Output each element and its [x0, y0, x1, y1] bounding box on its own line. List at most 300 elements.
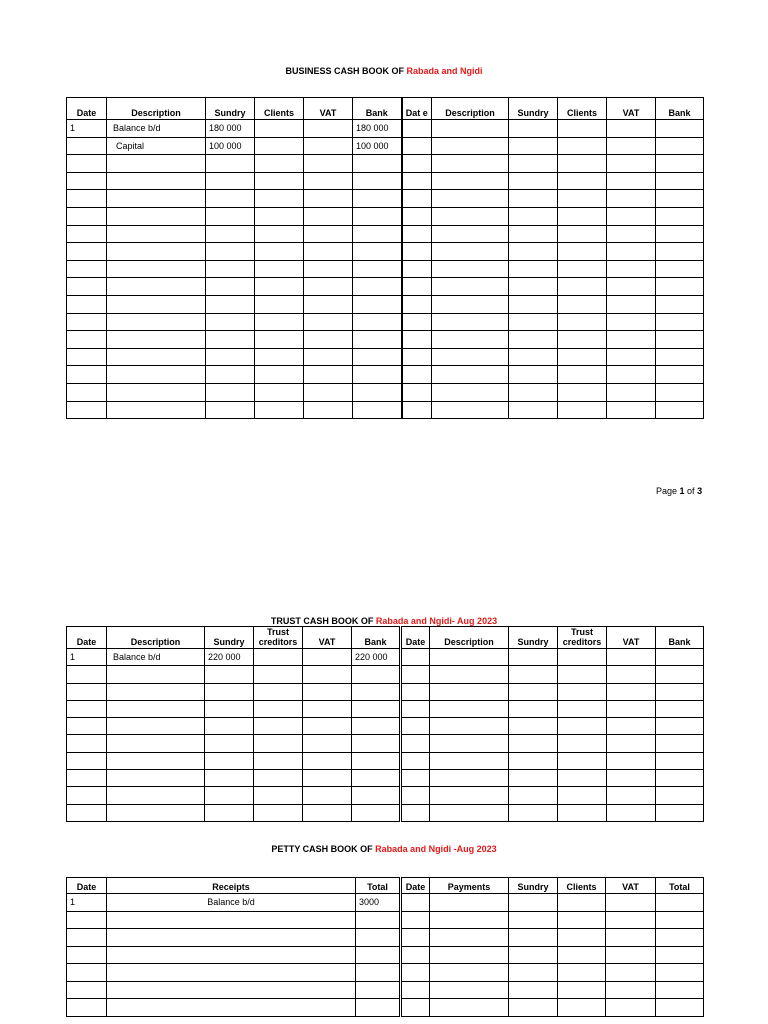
business-table-cell[interactable]: [607, 383, 656, 401]
petty-table-cell[interactable]: [558, 946, 606, 964]
business-table-cell[interactable]: [353, 295, 402, 313]
trust-table-cell[interactable]: [656, 649, 704, 666]
business-table-cell[interactable]: [206, 260, 255, 278]
trust-table-cell[interactable]: [352, 770, 401, 787]
business-table-cell[interactable]: [509, 243, 558, 261]
business-table-cell[interactable]: [206, 313, 255, 331]
business-table-cell[interactable]: [656, 225, 704, 243]
business-table-cell[interactable]: [607, 155, 656, 173]
business-table-cell[interactable]: 180 000: [353, 120, 402, 138]
petty-table-cell[interactable]: [430, 946, 509, 964]
petty-table-cell[interactable]: [430, 894, 509, 912]
trust-table-cell[interactable]: [656, 770, 704, 787]
business-table-cell[interactable]: [509, 137, 558, 155]
business-table-cell[interactable]: [656, 383, 704, 401]
business-table-cell[interactable]: [656, 190, 704, 208]
business-table-cell[interactable]: [558, 295, 607, 313]
petty-table-cell[interactable]: [509, 964, 558, 982]
business-table-cell[interactable]: [67, 137, 107, 155]
trust-table-cell[interactable]: [558, 666, 607, 683]
business-table-cell[interactable]: [432, 366, 509, 384]
business-table-cell[interactable]: [656, 295, 704, 313]
business-table-cell[interactable]: [607, 401, 656, 419]
business-table-cell[interactable]: [206, 383, 255, 401]
business-table-cell[interactable]: [607, 120, 656, 138]
business-table-cell[interactable]: [67, 207, 107, 225]
trust-table-cell[interactable]: [205, 787, 254, 804]
business-table-cell[interactable]: [607, 243, 656, 261]
business-table-cell[interactable]: [107, 172, 206, 190]
business-table-cell[interactable]: [304, 313, 353, 331]
business-table-cell[interactable]: [67, 348, 107, 366]
business-table-cell[interactable]: [607, 348, 656, 366]
business-table-cell[interactable]: [67, 155, 107, 173]
business-table-cell[interactable]: [402, 137, 432, 155]
petty-table-cell[interactable]: [107, 999, 356, 1017]
trust-table-cell[interactable]: [656, 718, 704, 735]
trust-table-cell[interactable]: [67, 683, 107, 700]
trust-table-cell[interactable]: [107, 804, 205, 821]
business-table-cell[interactable]: [607, 225, 656, 243]
business-table-cell[interactable]: [304, 348, 353, 366]
business-table-cell[interactable]: [509, 278, 558, 296]
trust-table-cell[interactable]: [352, 666, 401, 683]
business-table-cell[interactable]: [206, 366, 255, 384]
trust-table-cell[interactable]: [430, 735, 509, 752]
trust-table-cell[interactable]: [558, 770, 607, 787]
trust-table-cell[interactable]: [67, 718, 107, 735]
trust-table-cell[interactable]: [67, 770, 107, 787]
petty-table-cell[interactable]: [558, 929, 606, 947]
petty-table-cell[interactable]: [356, 964, 401, 982]
business-table-cell[interactable]: 100 000: [206, 137, 255, 155]
petty-table-cell[interactable]: [558, 911, 606, 929]
trust-table-cell[interactable]: [107, 787, 205, 804]
trust-table-cell[interactable]: [509, 770, 558, 787]
petty-table-cell[interactable]: [656, 946, 704, 964]
business-table-cell[interactable]: [107, 225, 206, 243]
business-table-cell[interactable]: [432, 155, 509, 173]
business-table-cell[interactable]: [353, 225, 402, 243]
trust-table-cell[interactable]: [607, 649, 656, 666]
business-table-cell[interactable]: [509, 401, 558, 419]
trust-table-cell[interactable]: [303, 666, 352, 683]
business-table-cell[interactable]: [353, 243, 402, 261]
trust-table-cell[interactable]: [509, 804, 558, 821]
business-table-cell[interactable]: [67, 260, 107, 278]
petty-table-cell[interactable]: [356, 929, 401, 947]
business-table-cell[interactable]: [107, 278, 206, 296]
business-table-cell[interactable]: [607, 260, 656, 278]
business-table-cell[interactable]: [67, 190, 107, 208]
trust-table-cell[interactable]: [430, 787, 509, 804]
trust-table-cell[interactable]: [352, 700, 401, 717]
business-table-cell[interactable]: [107, 190, 206, 208]
trust-table-cell[interactable]: [254, 752, 303, 769]
business-table-cell[interactable]: [509, 172, 558, 190]
business-table-cell[interactable]: [353, 278, 402, 296]
trust-table-cell[interactable]: [607, 804, 656, 821]
business-table-cell[interactable]: 100 000: [353, 137, 402, 155]
trust-table-cell[interactable]: [205, 770, 254, 787]
business-table-cell[interactable]: [558, 313, 607, 331]
petty-table-cell[interactable]: [606, 981, 656, 999]
business-table-cell[interactable]: [402, 401, 432, 419]
business-table-cell[interactable]: [432, 401, 509, 419]
trust-table-cell[interactable]: [67, 787, 107, 804]
trust-table-cell[interactable]: [107, 770, 205, 787]
business-table-cell[interactable]: [509, 225, 558, 243]
petty-table-cell[interactable]: [107, 929, 356, 947]
trust-table-cell[interactable]: [254, 804, 303, 821]
business-table-cell[interactable]: [255, 383, 304, 401]
petty-table-cell[interactable]: [401, 894, 430, 912]
business-table-cell[interactable]: [107, 295, 206, 313]
trust-table-cell[interactable]: [303, 718, 352, 735]
business-table-cell[interactable]: [656, 348, 704, 366]
business-table-cell[interactable]: [607, 207, 656, 225]
trust-table-cell[interactable]: [254, 683, 303, 700]
business-table-cell[interactable]: [206, 155, 255, 173]
business-table-cell[interactable]: [558, 331, 607, 349]
business-table-cell[interactable]: [509, 295, 558, 313]
petty-table-cell[interactable]: Balance b/d: [107, 894, 356, 912]
business-table-cell[interactable]: [402, 190, 432, 208]
trust-table-cell[interactable]: [352, 718, 401, 735]
business-table-cell[interactable]: [255, 313, 304, 331]
trust-table-cell[interactable]: [205, 752, 254, 769]
trust-table-cell[interactable]: [107, 683, 205, 700]
trust-table-cell[interactable]: [607, 752, 656, 769]
trust-table-cell[interactable]: [430, 804, 509, 821]
business-table-cell[interactable]: [304, 155, 353, 173]
business-table-cell[interactable]: [304, 172, 353, 190]
trust-table-cell[interactable]: [558, 700, 607, 717]
trust-table-cell[interactable]: [509, 683, 558, 700]
business-table-cell[interactable]: [304, 137, 353, 155]
business-table-cell[interactable]: [353, 313, 402, 331]
business-table-cell[interactable]: [304, 278, 353, 296]
business-table-cell[interactable]: [558, 137, 607, 155]
business-table-cell[interactable]: [67, 313, 107, 331]
business-table-cell[interactable]: [206, 331, 255, 349]
business-table-cell[interactable]: [67, 278, 107, 296]
trust-table-cell[interactable]: [303, 752, 352, 769]
business-table-cell[interactable]: [255, 331, 304, 349]
business-table-cell[interactable]: [402, 348, 432, 366]
trust-table-cell[interactable]: [656, 666, 704, 683]
business-table-cell[interactable]: [558, 260, 607, 278]
trust-table-cell[interactable]: [254, 700, 303, 717]
petty-table-cell[interactable]: [656, 929, 704, 947]
trust-table-cell[interactable]: [205, 700, 254, 717]
trust-table-cell[interactable]: [67, 700, 107, 717]
trust-table-cell[interactable]: [430, 770, 509, 787]
business-table-cell[interactable]: [607, 313, 656, 331]
business-table-cell[interactable]: [304, 190, 353, 208]
petty-table-cell[interactable]: [606, 964, 656, 982]
business-table-cell[interactable]: [67, 225, 107, 243]
business-table-cell[interactable]: [558, 278, 607, 296]
trust-table-cell[interactable]: [401, 804, 430, 821]
trust-table-cell[interactable]: [401, 787, 430, 804]
petty-table-cell[interactable]: [656, 894, 704, 912]
business-table-cell[interactable]: [607, 331, 656, 349]
trust-table-cell[interactable]: [401, 683, 430, 700]
petty-table-cell[interactable]: [401, 946, 430, 964]
business-table-cell[interactable]: [353, 331, 402, 349]
business-table-cell[interactable]: [656, 172, 704, 190]
petty-table-cell[interactable]: [558, 981, 606, 999]
petty-table-cell[interactable]: [356, 946, 401, 964]
business-table-cell[interactable]: [656, 120, 704, 138]
petty-table-cell[interactable]: [430, 981, 509, 999]
trust-table-cell[interactable]: [254, 718, 303, 735]
trust-table-cell[interactable]: [430, 700, 509, 717]
petty-table-cell[interactable]: [656, 999, 704, 1017]
petty-table-cell[interactable]: [606, 946, 656, 964]
business-table-cell[interactable]: [432, 348, 509, 366]
business-table-cell[interactable]: 1: [67, 120, 107, 138]
trust-table-cell[interactable]: [107, 718, 205, 735]
business-table-cell[interactable]: [509, 190, 558, 208]
business-table-cell[interactable]: [432, 137, 509, 155]
trust-table-cell[interactable]: Balance b/d: [107, 649, 205, 666]
business-table-cell[interactable]: [67, 401, 107, 419]
business-table-cell[interactable]: [107, 243, 206, 261]
trust-table-cell[interactable]: [107, 666, 205, 683]
business-table-cell[interactable]: [206, 401, 255, 419]
petty-table-cell[interactable]: [356, 911, 401, 929]
trust-table-cell[interactable]: [607, 700, 656, 717]
trust-table-cell[interactable]: [509, 649, 558, 666]
trust-table-cell[interactable]: [205, 804, 254, 821]
trust-table-cell[interactable]: [607, 735, 656, 752]
trust-table-cell[interactable]: [401, 649, 430, 666]
business-table-cell[interactable]: [107, 348, 206, 366]
business-table-cell[interactable]: [353, 348, 402, 366]
trust-table-cell[interactable]: [509, 787, 558, 804]
petty-table-cell[interactable]: [606, 911, 656, 929]
business-table-cell[interactable]: [206, 295, 255, 313]
business-table-cell[interactable]: [509, 383, 558, 401]
trust-table-cell[interactable]: [254, 770, 303, 787]
business-table-cell[interactable]: [432, 190, 509, 208]
trust-table-cell[interactable]: [303, 700, 352, 717]
business-table-cell[interactable]: [656, 207, 704, 225]
petty-table-cell[interactable]: [401, 999, 430, 1017]
trust-table-cell[interactable]: [430, 683, 509, 700]
business-table-cell[interactable]: [304, 225, 353, 243]
trust-table-cell[interactable]: [303, 787, 352, 804]
trust-table-cell[interactable]: [509, 718, 558, 735]
petty-table-cell[interactable]: [107, 964, 356, 982]
business-table-cell[interactable]: [558, 155, 607, 173]
petty-table-cell[interactable]: [509, 894, 558, 912]
business-table-cell[interactable]: [558, 348, 607, 366]
business-table-cell[interactable]: [304, 120, 353, 138]
petty-table-cell[interactable]: [401, 911, 430, 929]
business-table-cell[interactable]: [558, 172, 607, 190]
trust-table-cell[interactable]: [607, 683, 656, 700]
business-table-cell[interactable]: [558, 225, 607, 243]
petty-table-cell[interactable]: [430, 999, 509, 1017]
trust-table-cell[interactable]: [107, 700, 205, 717]
trust-table-cell[interactable]: [656, 787, 704, 804]
petty-table-cell[interactable]: [107, 911, 356, 929]
petty-table-cell[interactable]: [509, 946, 558, 964]
trust-table-cell[interactable]: [558, 735, 607, 752]
business-table-cell[interactable]: [558, 207, 607, 225]
business-table-cell[interactable]: [255, 155, 304, 173]
business-table-cell[interactable]: [206, 207, 255, 225]
trust-table-cell[interactable]: [401, 752, 430, 769]
trust-table-cell[interactable]: [509, 700, 558, 717]
trust-table-cell[interactable]: [107, 735, 205, 752]
business-table-cell[interactable]: [558, 401, 607, 419]
business-table-cell[interactable]: [402, 155, 432, 173]
trust-table-cell[interactable]: [303, 804, 352, 821]
trust-table-cell[interactable]: [303, 770, 352, 787]
business-table-cell[interactable]: [509, 120, 558, 138]
business-table-cell[interactable]: [206, 278, 255, 296]
business-table-cell[interactable]: [509, 207, 558, 225]
business-table-cell[interactable]: [656, 313, 704, 331]
trust-table-cell[interactable]: [205, 718, 254, 735]
trust-table-cell[interactable]: [607, 718, 656, 735]
trust-table-cell[interactable]: [509, 752, 558, 769]
business-table-cell[interactable]: [558, 120, 607, 138]
business-table-cell[interactable]: [402, 313, 432, 331]
petty-table-cell[interactable]: [606, 894, 656, 912]
business-table-cell[interactable]: [107, 401, 206, 419]
business-table-cell[interactable]: [255, 207, 304, 225]
business-table-cell[interactable]: [255, 260, 304, 278]
trust-table-cell[interactable]: [352, 787, 401, 804]
business-table-cell[interactable]: [107, 207, 206, 225]
trust-table-cell[interactable]: [430, 666, 509, 683]
business-table-cell[interactable]: [509, 313, 558, 331]
petty-table-cell[interactable]: [606, 999, 656, 1017]
trust-table-cell[interactable]: [558, 752, 607, 769]
trust-table-cell[interactable]: [303, 735, 352, 752]
business-table-cell[interactable]: [353, 155, 402, 173]
petty-table-cell[interactable]: [401, 964, 430, 982]
business-table-cell[interactable]: [402, 207, 432, 225]
business-table-cell[interactable]: [304, 243, 353, 261]
business-table-cell[interactable]: [353, 401, 402, 419]
business-table-cell[interactable]: [656, 401, 704, 419]
business-table-cell[interactable]: [607, 137, 656, 155]
trust-table-cell[interactable]: [401, 770, 430, 787]
petty-table-cell[interactable]: [509, 911, 558, 929]
business-table-cell[interactable]: [107, 366, 206, 384]
business-table-cell[interactable]: [107, 383, 206, 401]
trust-table-cell[interactable]: [205, 666, 254, 683]
trust-table-cell[interactable]: 220 000: [205, 649, 254, 666]
business-table-cell[interactable]: Balance b/d: [107, 120, 206, 138]
business-table-cell[interactable]: [353, 190, 402, 208]
business-table-cell[interactable]: [509, 155, 558, 173]
petty-table-cell[interactable]: [67, 911, 107, 929]
business-table-cell[interactable]: [607, 172, 656, 190]
business-table-cell[interactable]: [255, 190, 304, 208]
trust-table-cell[interactable]: [401, 666, 430, 683]
trust-table-cell[interactable]: [401, 718, 430, 735]
trust-table-cell[interactable]: [558, 787, 607, 804]
petty-table-cell[interactable]: 1: [67, 894, 107, 912]
business-table-cell[interactable]: [353, 207, 402, 225]
trust-table-cell[interactable]: [656, 735, 704, 752]
trust-table-cell[interactable]: [607, 787, 656, 804]
business-table-cell[interactable]: [432, 243, 509, 261]
business-table-cell[interactable]: [107, 313, 206, 331]
business-table-cell[interactable]: [402, 366, 432, 384]
trust-table-cell[interactable]: [352, 735, 401, 752]
trust-table-cell[interactable]: [303, 683, 352, 700]
business-table-cell[interactable]: [432, 313, 509, 331]
business-table-cell[interactable]: [67, 243, 107, 261]
petty-table-cell[interactable]: [356, 999, 401, 1017]
trust-table-cell[interactable]: [352, 752, 401, 769]
trust-table-cell[interactable]: [430, 718, 509, 735]
petty-table-cell[interactable]: [67, 929, 107, 947]
petty-table-cell[interactable]: [558, 894, 606, 912]
trust-table-cell[interactable]: [558, 649, 607, 666]
business-table-cell[interactable]: [558, 366, 607, 384]
trust-table-cell[interactable]: [656, 683, 704, 700]
trust-table-cell[interactable]: [656, 804, 704, 821]
business-table-cell[interactable]: [206, 172, 255, 190]
trust-table-cell[interactable]: [401, 700, 430, 717]
business-table-cell[interactable]: [402, 172, 432, 190]
business-table-cell[interactable]: [255, 278, 304, 296]
business-table-cell[interactable]: [432, 260, 509, 278]
business-table-cell[interactable]: [67, 172, 107, 190]
trust-table-cell[interactable]: [67, 666, 107, 683]
business-table-cell[interactable]: [206, 190, 255, 208]
business-table-cell[interactable]: Capital: [107, 137, 206, 155]
petty-table-cell[interactable]: [107, 946, 356, 964]
business-table-cell[interactable]: [304, 331, 353, 349]
business-table-cell[interactable]: [656, 137, 704, 155]
business-table-cell[interactable]: [107, 260, 206, 278]
business-table-cell[interactable]: [353, 260, 402, 278]
business-table-cell[interactable]: [353, 172, 402, 190]
business-table-cell[interactable]: [558, 383, 607, 401]
business-table-cell[interactable]: [402, 243, 432, 261]
business-table-cell[interactable]: [402, 120, 432, 138]
business-table-cell[interactable]: [656, 331, 704, 349]
petty-table-cell[interactable]: [558, 964, 606, 982]
business-table-cell[interactable]: [304, 260, 353, 278]
business-table-cell[interactable]: [402, 331, 432, 349]
trust-table-cell[interactable]: [509, 735, 558, 752]
petty-table-cell[interactable]: [67, 999, 107, 1017]
business-table-cell[interactable]: [656, 366, 704, 384]
business-table-cell[interactable]: [67, 383, 107, 401]
business-table-cell[interactable]: [255, 243, 304, 261]
petty-table-cell[interactable]: [606, 929, 656, 947]
business-table-cell[interactable]: [558, 243, 607, 261]
trust-table-cell[interactable]: [107, 752, 205, 769]
trust-table-cell[interactable]: 1: [67, 649, 107, 666]
business-table-cell[interactable]: [206, 243, 255, 261]
business-table-cell[interactable]: [255, 366, 304, 384]
business-table-cell[interactable]: [353, 383, 402, 401]
business-table-cell[interactable]: [432, 120, 509, 138]
business-table-cell[interactable]: [67, 331, 107, 349]
